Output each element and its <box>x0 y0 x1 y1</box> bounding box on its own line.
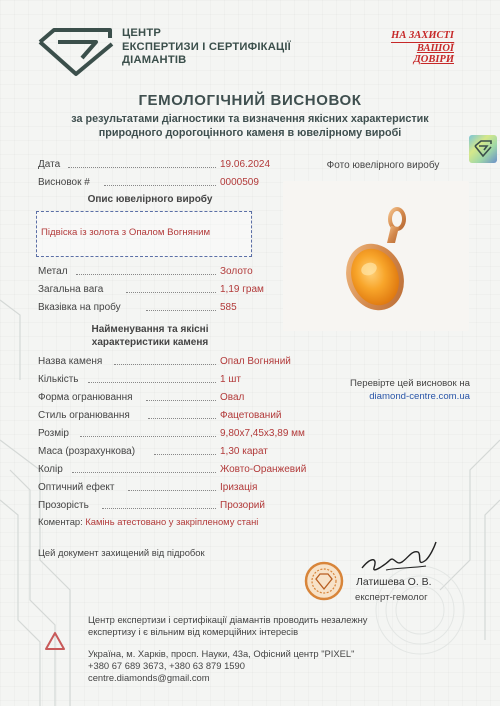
verify-text: Перевірте цей висновок на <box>350 378 470 389</box>
description-heading: Опис ювелірного виробу <box>87 194 213 205</box>
protected-note: Цей документ захищений від підробок <box>38 547 205 558</box>
field-label: Колір <box>38 464 63 475</box>
signer-name: Латишева О. В. <box>356 576 432 588</box>
footer-address: Україна, м. Харків, просп. Науки, 43а, Офісний центр "PIXEL" <box>88 648 355 659</box>
footer-email[interactable]: centre.diamonds@gmail.com <box>88 672 210 683</box>
footer-line2: експертизу і є вільним від комерційних інтересів <box>88 626 299 637</box>
dotted-leader <box>80 436 216 437</box>
stone-heading-line1: Найменування та якісні <box>91 324 209 335</box>
field-value: 9,80х7,45х3,89 мм <box>220 428 305 439</box>
footer-phones: +380 67 689 3673, +380 63 879 1590 <box>88 660 245 671</box>
stone-heading <box>60 324 240 349</box>
dotted-leader <box>148 418 216 419</box>
field-weight-carat <box>38 445 298 459</box>
footer-line1: Центр експертизи і сертифікації діамантів проводить незалежну <box>88 614 368 625</box>
field-value: 1,19 грам <box>220 284 264 295</box>
photo-label: Фото ювелірного виробу <box>326 160 440 171</box>
diamond-logo-icon <box>36 26 116 78</box>
field-label: Оптичний ефект <box>38 482 115 493</box>
field-label: Висновок # <box>38 177 90 188</box>
field-label: Стиль огранювання <box>38 410 130 421</box>
dotted-leader <box>68 167 216 168</box>
dotted-leader <box>114 364 216 365</box>
description-box: Підвіска із золота з Опалом Вогняним <box>36 211 252 257</box>
field-value: Опал Вогняний <box>220 356 291 367</box>
field-value: 19.06.2024 <box>220 159 271 170</box>
dotted-leader <box>126 292 216 293</box>
field-cut-style <box>38 409 298 423</box>
field-label: Дата <box>38 159 61 170</box>
slogan-line3: ДОВІРИ <box>413 54 454 65</box>
signature-icon <box>356 538 440 580</box>
dotted-leader <box>88 382 216 383</box>
field-size <box>38 427 305 441</box>
field-label: Розмір <box>38 428 69 439</box>
field-label: Кількість <box>38 374 79 385</box>
field-value: Золото <box>220 266 253 277</box>
field-value: Іризація <box>220 482 258 493</box>
jewelry-photo <box>283 181 469 331</box>
dotted-leader <box>76 274 216 275</box>
field-optical-effect <box>38 481 298 495</box>
field-date <box>38 158 271 172</box>
seal-icon <box>304 561 344 601</box>
slogan-line2: ВАШОЇ <box>416 43 454 54</box>
field-value: 585 <box>220 302 237 313</box>
dotted-leader <box>146 400 216 401</box>
field-label: Загальна вага <box>38 284 104 295</box>
field-total-weight <box>38 283 268 297</box>
field-metal <box>38 265 268 279</box>
slogan <box>362 30 454 65</box>
dotted-leader <box>128 490 216 491</box>
field-value: 0000509 <box>220 177 259 188</box>
field-transparency <box>38 499 298 513</box>
signer-role: експерт-гемолог <box>355 592 428 603</box>
field-label: Назва каменя <box>38 356 103 367</box>
stone-heading-line2: характеристики каменя <box>91 336 209 348</box>
field-value: 1 шт <box>220 374 241 385</box>
comment <box>38 516 258 527</box>
footer <box>88 614 468 684</box>
field-value: Овал <box>220 392 245 403</box>
field-value: Жовто-Оранжевий <box>220 464 307 475</box>
document-subtitle <box>30 112 470 140</box>
dotted-leader <box>104 185 216 186</box>
subtitle-line1: за результатами діагностики та визначення якісних характеристик <box>71 113 429 125</box>
field-conclusion-number <box>38 176 268 190</box>
field-label: Вказівка на пробу <box>38 302 121 313</box>
opal-pendant-icon <box>283 181 469 331</box>
field-quantity <box>38 373 298 387</box>
field-hallmark <box>38 301 268 315</box>
document-title: ГЕМОЛОГІЧНИЙ ВИСНОВОК <box>138 92 362 109</box>
field-label: Форма огранювання <box>38 392 133 403</box>
field-stone-name <box>38 355 298 369</box>
field-label: Метал <box>38 266 68 277</box>
verify-note <box>300 377 470 403</box>
field-color <box>38 463 307 477</box>
slogan-line1: НА ЗАХИСТІ <box>391 30 454 41</box>
dotted-leader <box>146 310 216 311</box>
field-label: Маса (розрахункова) <box>38 446 136 457</box>
dotted-leader <box>154 454 216 455</box>
field-cut-shape <box>38 391 298 405</box>
subtitle-line2: природного дорогоцінного каменя в ювелірному виробі <box>98 127 402 139</box>
field-value: Фацетований <box>220 410 282 421</box>
org-name <box>122 27 291 68</box>
verify-link[interactable]: diamond-centre.com.ua <box>369 391 470 402</box>
comment-label: Коментар: <box>38 516 83 527</box>
org-name-line2: ЕКСПЕРТИЗИ І СЕРТИФІКАЦІЇ <box>122 40 291 53</box>
field-value: 1,30 карат <box>220 446 268 457</box>
org-name-line3: ДІАМАНТІВ <box>122 54 187 66</box>
triangle-mark-icon <box>44 630 66 652</box>
dotted-leader <box>72 472 216 473</box>
field-value: Прозорий <box>220 500 265 511</box>
org-name-line1: ЦЕНТР <box>122 27 162 39</box>
dotted-leader <box>102 508 216 509</box>
field-label: Прозорість <box>38 500 89 511</box>
comment-value: Камінь атестовано у закріпленому стані <box>85 516 259 527</box>
